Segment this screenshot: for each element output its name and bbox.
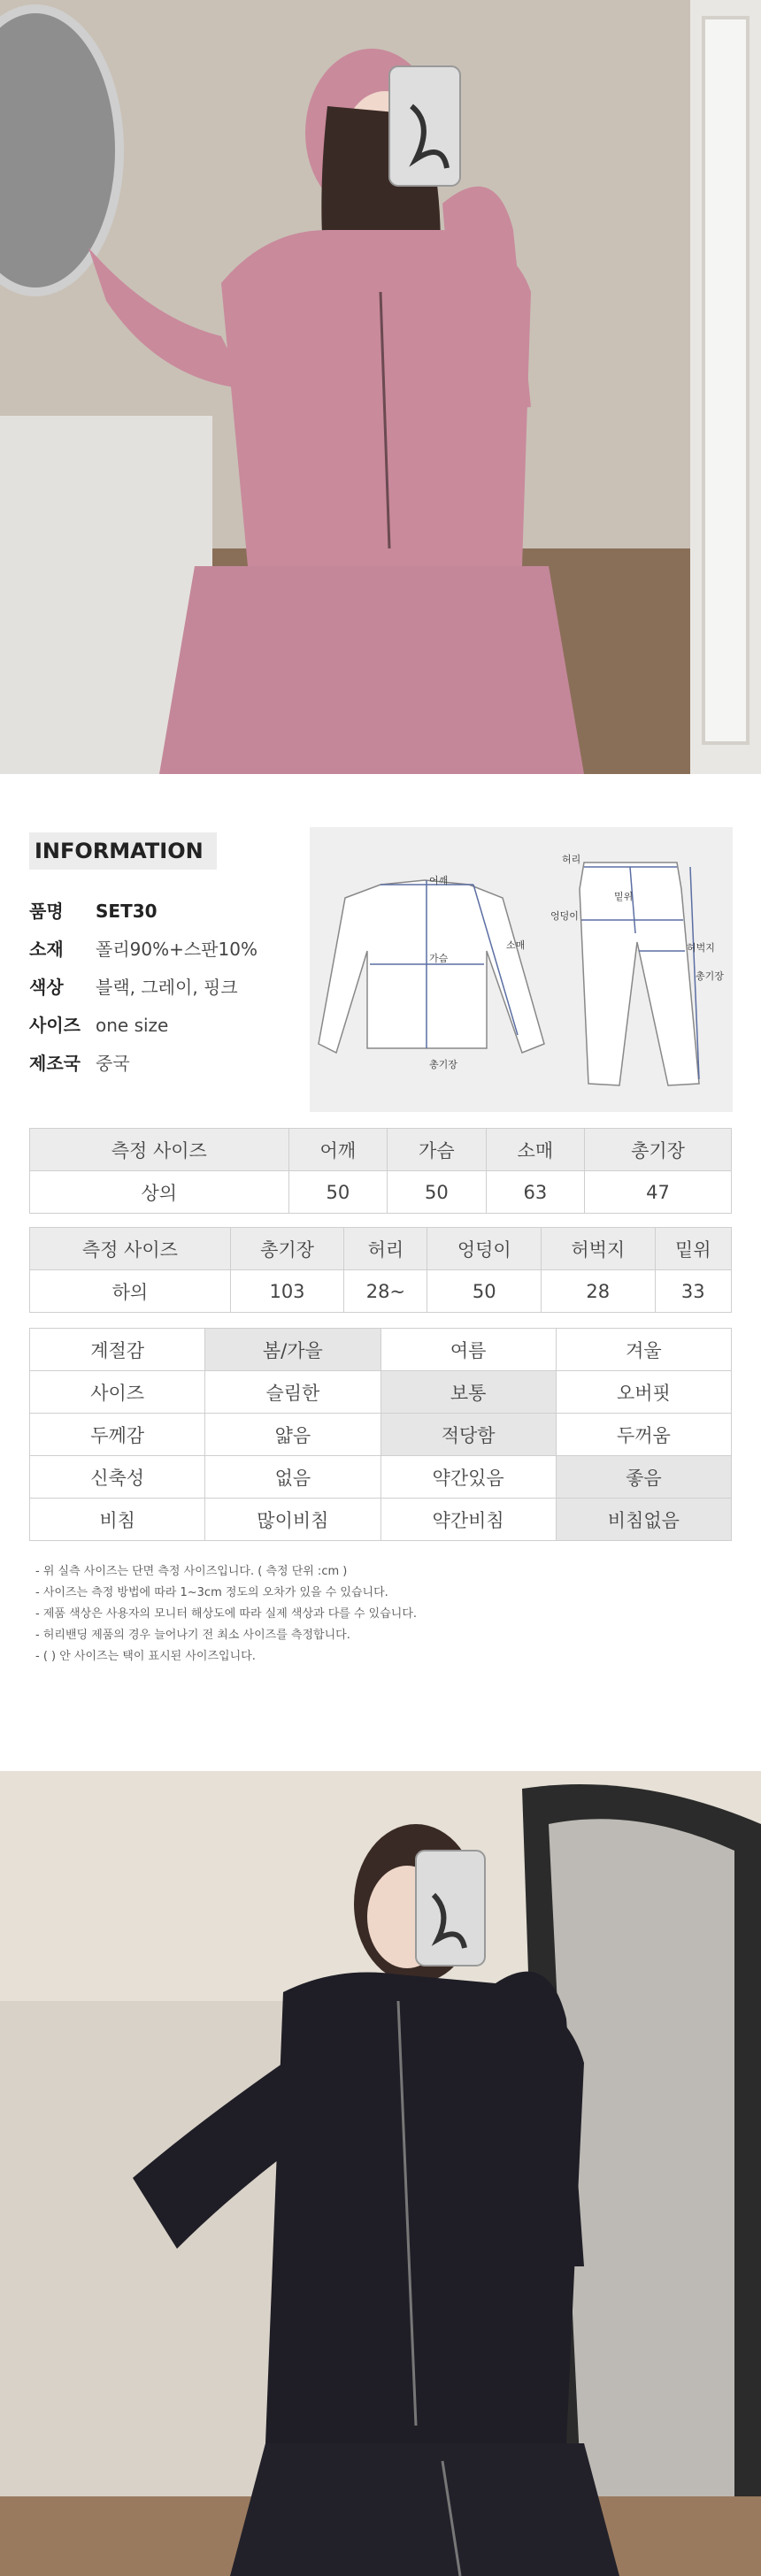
diagram-label-sleeve: 소매 [506,939,526,951]
table-cell: 허리 [344,1228,427,1270]
info-key: 제조국 [29,1053,81,1074]
fit-option: 약간비침 [380,1499,556,1541]
fit-option: 봄/가을 [205,1329,380,1371]
table-cell: 엉덩이 [427,1228,542,1270]
diagram-label-chest: 가슴 [429,953,449,964]
fit-row-stretch [30,1456,732,1499]
fit-option: 비침없음 [556,1499,731,1541]
table-cell: 측정 사이즈 [30,1228,231,1270]
table-cell: 50 [288,1171,388,1214]
fit-label: 신축성 [30,1456,205,1499]
info-value: one size [96,1015,169,1036]
info-value: 폴리90%+스판10% [96,939,258,960]
info-key: 색상 [29,977,64,998]
table-cell: 47 [585,1171,732,1214]
fit-row-sheer [30,1499,732,1541]
table-cell: 28 [542,1270,656,1313]
diagram-label-top-length: 총기장 [429,1059,457,1070]
fit-option: 없음 [205,1456,380,1499]
fit-option: 보통 [380,1371,556,1414]
table-cell: 33 [655,1270,731,1313]
info-row-origin [29,1050,312,1077]
bottom-size-table [29,1227,732,1313]
info-row-material [29,936,312,962]
table-cell: 어깨 [288,1129,388,1171]
info-row-name [29,898,312,924]
table-row [30,1270,732,1313]
table-cell: 상의 [30,1171,289,1214]
table-cell: 허벅지 [542,1228,656,1270]
table-cell: 50 [427,1270,542,1313]
fit-row-thickness [30,1414,732,1456]
table-cell: 소매 [486,1129,585,1171]
fit-label: 계절감 [30,1329,205,1371]
diagram-label-waist: 허리 [562,854,581,865]
note-line: - 사이즈는 측정 방법에 따라 1~3cm 정도의 오차가 있을 수 있습니다. [35,1586,388,1599]
info-row-color [29,974,312,1000]
diagram-label-rise: 밑위 [614,891,634,902]
note-line: - 허리밴딩 제품의 경우 늘어나기 전 최소 사이즈를 측정합니다. [35,1629,350,1642]
fit-option: 두꺼움 [556,1414,731,1456]
info-row-size [29,1012,312,1039]
fit-option: 슬림한 [205,1371,380,1414]
info-value: 블랙, 그레이, 핑크 [96,977,238,998]
table-cell: 총기장 [230,1228,344,1270]
product-info-section [0,774,761,1771]
fit-row-season [30,1329,732,1371]
table-cell: 측정 사이즈 [30,1129,289,1171]
table-cell: 103 [230,1270,344,1313]
product-photo-black [0,1771,761,2576]
table-cell: 하의 [30,1270,231,1313]
info-title: INFORMATION [29,832,217,870]
fit-option: 많이비침 [205,1499,380,1541]
fit-label: 사이즈 [30,1371,205,1414]
fit-option: 여름 [380,1329,556,1371]
diagram-label-thigh: 허벅지 [687,942,715,954]
info-key: 사이즈 [29,1015,81,1036]
fit-option: 좋음 [556,1456,731,1499]
diagram-label-hip: 엉덩이 [550,910,579,922]
note-line: - ( ) 안 사이즈는 택이 표시된 사이즈입니다. [35,1650,256,1663]
info-value: SET30 [96,901,158,922]
table-cell: 총기장 [585,1129,732,1171]
table-cell: 가슴 [388,1129,487,1171]
note-line: - 제품 색상은 사용자의 모니터 해상도에 따라 실제 색상과 다를 수 있습니다. [35,1607,418,1621]
garment-diagram-svg [310,827,733,1112]
diagram-label-shoulder: 어깨 [429,875,449,886]
table-header-row [30,1129,732,1171]
table-cell: 50 [388,1171,487,1214]
table-cell: 63 [486,1171,585,1214]
fit-option: 얇음 [205,1414,380,1456]
table-cell: 28~ [344,1270,427,1313]
note-line: - 위 실측 사이즈는 단면 측정 사이즈입니다. ( 측정 단위 :cm ) [35,1565,348,1578]
fit-option: 오버핏 [556,1371,731,1414]
top-size-table [29,1128,732,1214]
fit-table [29,1328,732,1541]
diagram-label-bottom-length: 총기장 [696,970,724,982]
info-value: 중국 [96,1053,130,1074]
table-cell: 밑위 [655,1228,731,1270]
product-photo-pink [0,0,761,774]
fit-row-size [30,1371,732,1414]
info-key: 소재 [29,939,64,960]
table-row [30,1171,732,1214]
fit-label: 비침 [30,1499,205,1541]
fit-option: 약간있음 [380,1456,556,1499]
fit-option: 겨울 [556,1329,731,1371]
fit-option: 적당함 [380,1414,556,1456]
fit-label: 두께감 [30,1414,205,1456]
measurement-diagram [310,827,733,1112]
table-header-row [30,1228,732,1270]
info-key: 품명 [29,901,64,922]
size-notes [35,1561,417,1668]
